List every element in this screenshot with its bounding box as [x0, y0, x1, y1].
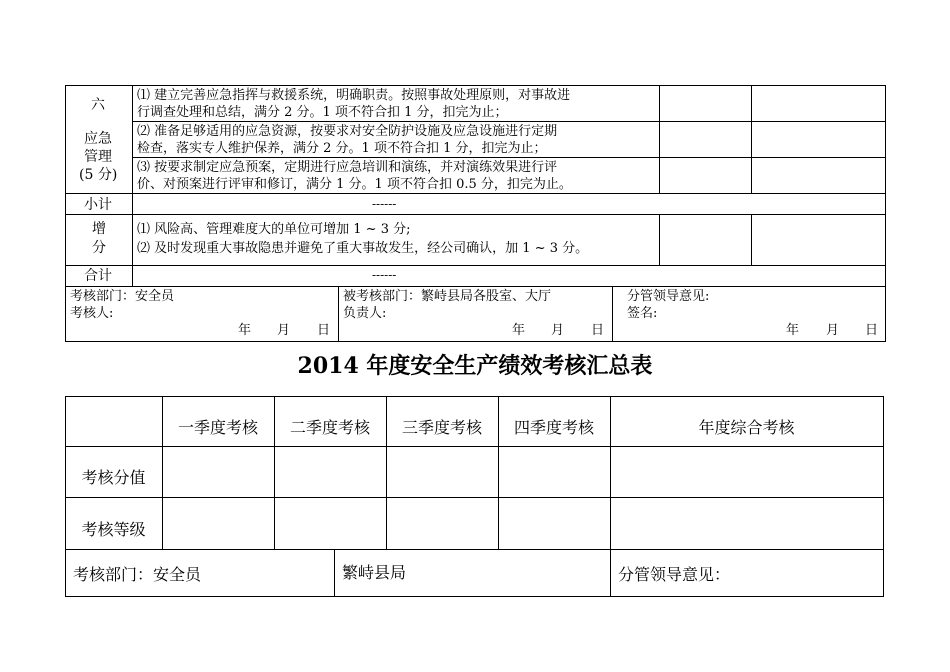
item-1-line2: 行调查处理和总结，满分 2 分。1 项不符合扣 1 分，扣完为止；: [137, 105, 508, 120]
footer-date-month-3: 月: [826, 323, 840, 338]
bonus-line1: ⑴ 风险高、管理难度大的单位可增加 1 ~ 3 分;: [137, 222, 411, 237]
item-3-line1: ⑶ 按要求制定应急预案，定期进行应急培训和演练，并对演练效果进行评: [137, 160, 558, 175]
section-name-line2: 管理: [84, 149, 112, 165]
section-number: 六: [91, 97, 105, 113]
footer-date-day-2: 日: [591, 323, 605, 338]
subtotal-label: 小计: [84, 197, 112, 213]
summary-footer-unit: 繁峙县局: [342, 563, 407, 582]
total-value: ------: [372, 268, 397, 282]
total-label: 合计: [84, 268, 112, 284]
header-annual: 年度综合考核: [698, 418, 795, 437]
footer-date-month-2: 月: [551, 323, 565, 338]
footer-responsible: 负责人:: [343, 306, 387, 321]
footer-date-year-2: 年: [512, 323, 526, 338]
summary-footer-dept: 考核部门：安全员: [73, 565, 202, 584]
summary-footer-leader: 分管领导意见：: [618, 565, 731, 584]
footer-date-month-1: 月: [277, 323, 291, 338]
row-label-score: 考核分值: [81, 468, 146, 487]
header-q3: 三季度考核: [401, 418, 482, 437]
item-3-line2: 价、对预案进行评审和修订，满分 1 分。1 项不符合扣 0.5 分，扣完为止。: [137, 177, 572, 192]
item-2-line2: 检查，落实专人维护保养，满分 2 分。1 项不符合扣 1 分，扣完为止；: [137, 141, 547, 156]
footer-leader: 分管领导意见:: [627, 289, 710, 304]
footer-assessor: 考核人:: [70, 306, 114, 321]
bonus-label-2: 分: [92, 240, 106, 256]
row-label-grade: 考核等级: [81, 520, 146, 539]
bonus-line2: ⑵ 及时发现重大事故隐患并避免了重大事故发生，经公司确认，加 1 ~ 3 分。: [137, 241, 589, 256]
page-title: [0, 349, 950, 380]
footer-date-day-1: 日: [317, 323, 331, 338]
header-q1: 一季度考核: [177, 418, 258, 437]
page-title-text: 2014 年度安全生产绩效考核汇总表: [297, 353, 653, 379]
item-1-line1: ⑴ 建立完善应急指挥与救援系统，明确职责。按照事故处理原则，对事故进: [137, 88, 571, 103]
footer-sign: 签名:: [627, 306, 658, 321]
section-name-line1: 应急: [84, 131, 112, 147]
bonus-label-1: 增: [92, 221, 106, 237]
footer-assessed: 被考核部门：繁峙县局各股室、大厅: [343, 289, 552, 304]
footer-dept: 考核部门：安全员: [70, 289, 175, 304]
footer-date-day-3: 日: [865, 323, 879, 338]
header-q4: 四季度考核: [513, 418, 594, 437]
section-score: (5 分): [79, 167, 118, 183]
footer-date-year-1: 年: [238, 323, 252, 338]
subtotal-value: ------: [372, 197, 397, 211]
item-2-line1: ⑵ 准备足够适用的应急资源，按要求对安全防护设施及应急设施进行定期: [137, 124, 558, 139]
footer-date-year-3: 年: [786, 323, 800, 338]
header-q2: 二季度考核: [289, 418, 370, 437]
